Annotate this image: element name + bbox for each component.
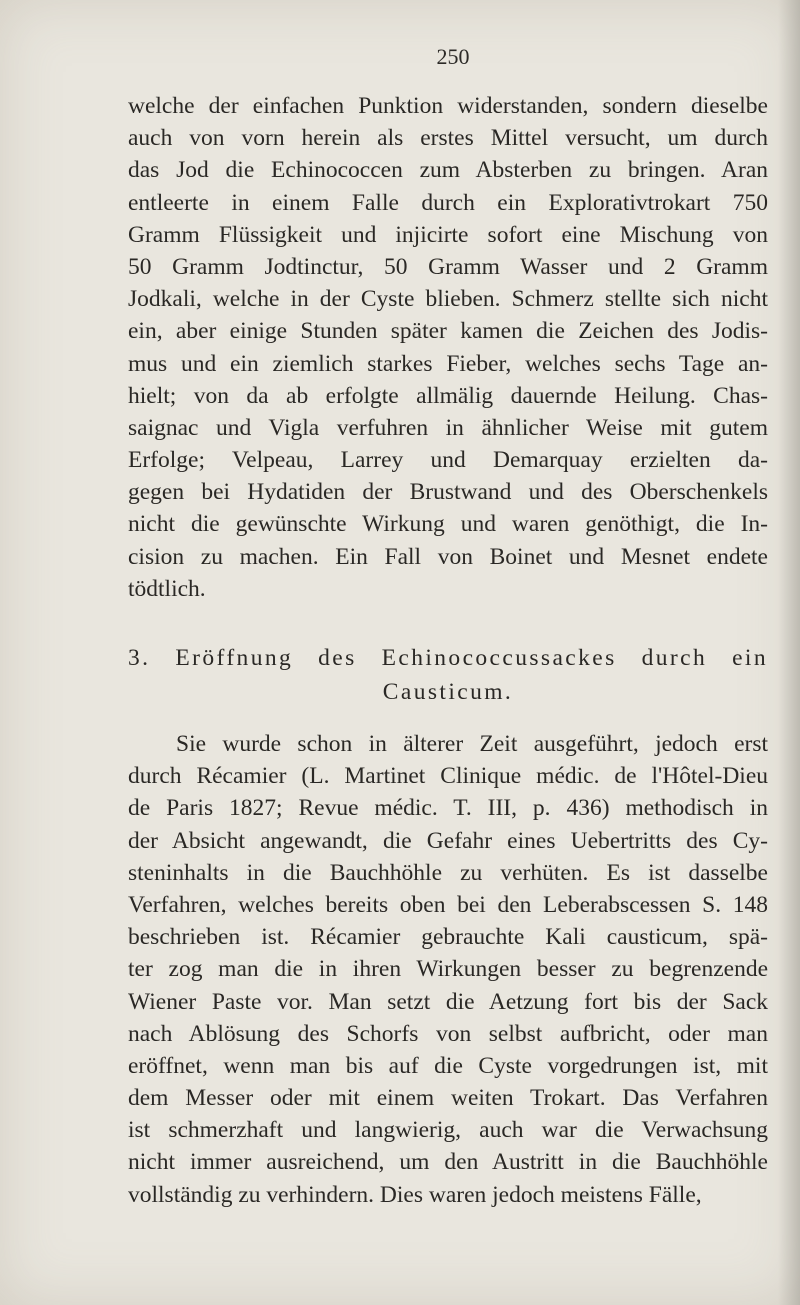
text-line: dem Messer oder mit einem weiten Trokart. Das Verfahren [128, 1085, 768, 1112]
text-line: Wiener Paste vor. Man setzt die Aetzung fort bis der Sack [128, 988, 768, 1015]
text-line: Gramm Flüssigkeit und injicirte sofort eine Mischung von [128, 221, 768, 248]
text-line: das Jod die Echinococcen zum Absterben zu bringen. Aran [128, 157, 768, 184]
text-line: nicht immer ausreichend, um den Austritt in die Bauchhöhle [128, 1149, 768, 1176]
text-line: cision zu machen. Ein Fall von Boinet und Mesnet endete [128, 543, 768, 570]
text-line: 50 Gramm Jodtinctur, 50 Gramm Wasser und 2 Gramm [128, 253, 768, 280]
text-line: welche der einfachen Punktion widerstanden, sondern dieselbe [128, 93, 768, 119]
text-line: nach Ablösung des Schorfs von selbst aufbricht, oder man [128, 1020, 768, 1047]
text-line: auch von vorn herein als erstes Mittel versucht, um durch [128, 125, 768, 152]
text-line: vollständig zu verhindern. Dies waren jedoch meistens Fälle, [128, 1181, 702, 1208]
text-line: saignac und Vigla verfuhren in ähnlicher Weise mit gutem [128, 414, 768, 441]
text-line: ist schmerzhaft und langwierig, auch war die Verwachsung [128, 1117, 768, 1144]
text-line: entleerte in einem Falle durch ein Explorativtrokart 750 [128, 189, 768, 216]
text-line: gegen bei Hydatiden der Brustwand und des Oberschenkels [128, 479, 768, 506]
text-line: Sie wurde schon in älterer Zeit ausgeführt, jedoch erst [176, 731, 768, 757]
text-line: ter zog man die in ihren Wirkungen besser zu begrenzende [128, 956, 768, 983]
paragraph-2 [128, 728, 768, 1211]
text-line: Jodkali, welche in der Cyste blieben. Schmerz stellte sich nicht [128, 286, 768, 313]
text-line: eröffnet, wenn man bis auf die Cyste vorgedrungen ist, mit [128, 1052, 768, 1079]
text-line: de Paris 1827; Revue médic. T. III, p. 436) methodisch in [128, 795, 768, 822]
text-line: mus und ein ziemlich starkes Fieber, welches sechs Tage an- [128, 350, 768, 377]
text-line: Verfahren, welches bereits oben bei den Leberabscessen S. 148 [128, 891, 768, 918]
text-line: hielt; von da ab erfolgte allmälig dauernde Heilung. Chas- [128, 382, 768, 409]
section-heading-line-2: Causticum. [382, 679, 514, 705]
text-line: der Absicht angewandt, die Gefahr eines Uebertritts des Cy- [128, 827, 768, 854]
paragraph-1 [128, 90, 768, 605]
text-line: beschrieben ist. Récamier gebrauchte Kali causticum, spä- [128, 924, 768, 951]
section-heading-line-1: 3. Eröffnung des Echinococcussackes durch ein [128, 645, 768, 671]
page-edge-shadow [778, 0, 800, 1305]
text-line: tödtlich. [128, 575, 206, 602]
text-line: Erfolge; Velpeau, Larrey und Demarquay erzielten da- [128, 447, 768, 474]
text-line: nicht die gewünschte Wirkung und waren genöthigt, die In- [128, 511, 768, 538]
text-line: ein, aber einige Stunden später kamen die Zeichen des Jodis- [128, 318, 768, 345]
section-heading [128, 641, 768, 709]
text-line: steninhalts in die Bauchhöhle zu verhüten. Es ist dasselbe [128, 859, 768, 886]
text-line: durch Récamier (L. Martinet Clinique médic. de l'Hôtel-Dieu [128, 763, 768, 790]
page-number: 250 [436, 44, 470, 69]
